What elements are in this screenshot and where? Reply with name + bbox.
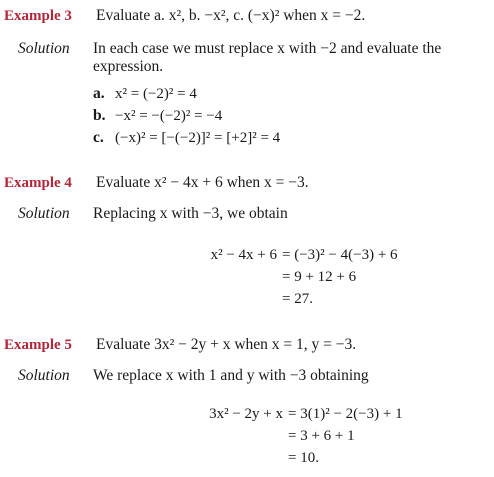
example-4-solution-label: Solution bbox=[18, 205, 70, 222]
example-5-label: Example 5 bbox=[4, 337, 72, 353]
example-3-item-b-label: b. bbox=[93, 107, 106, 124]
example-4-solution-text: Replacing x with −3, we obtain bbox=[93, 205, 288, 222]
example-3-solution-line2: expression. bbox=[93, 58, 164, 75]
example-3-solution-line1: In each case we must replace x with −2 and evaluate the bbox=[93, 40, 442, 57]
example-3-solution-label: Solution bbox=[18, 40, 70, 57]
example-5-lhs: 3x² − 2y + x bbox=[209, 406, 283, 422]
example-4-step-3: = 27. bbox=[282, 291, 313, 307]
example-3-item-c-expr: (−x)² = [−(−2)]² = [+2]² = 4 bbox=[115, 130, 281, 146]
example-5-prompt: Evaluate 3x² − 2y + x when x = 1, y = −3. bbox=[96, 336, 357, 353]
example-4-step-1: = (−3)² − 4(−3) + 6 bbox=[282, 247, 398, 263]
example-5-step-2: = 3 + 6 + 1 bbox=[288, 428, 355, 444]
example-4-prompt: Evaluate x² − 4x + 6 when x = −3. bbox=[96, 174, 309, 191]
example-4-lhs: x² − 4x + 6 bbox=[210, 247, 277, 263]
example-3-item-a-expr: x² = (−2)² = 4 bbox=[115, 86, 197, 102]
example-3-prompt: Evaluate a. x², b. −x², c. (−x)² when x = −2. bbox=[96, 7, 366, 24]
example-4-label: Example 4 bbox=[4, 175, 72, 191]
example-3-item-a-label: a. bbox=[93, 85, 105, 102]
example-5-solution-label: Solution bbox=[18, 367, 70, 384]
example-4-step-2: = 9 + 12 + 6 bbox=[282, 269, 357, 285]
example-5-step-1: = 3(1)² − 2(−3) + 1 bbox=[288, 406, 403, 422]
example-5-step-3: = 10. bbox=[288, 450, 319, 466]
example-5-solution-text: We replace x with 1 and y with −3 obtaining bbox=[93, 367, 369, 384]
example-3-item-c-label: c. bbox=[93, 129, 104, 146]
example-3-item-b-expr: −x² = −(−2)² = −4 bbox=[115, 108, 223, 124]
example-3-label: Example 3 bbox=[4, 8, 72, 24]
